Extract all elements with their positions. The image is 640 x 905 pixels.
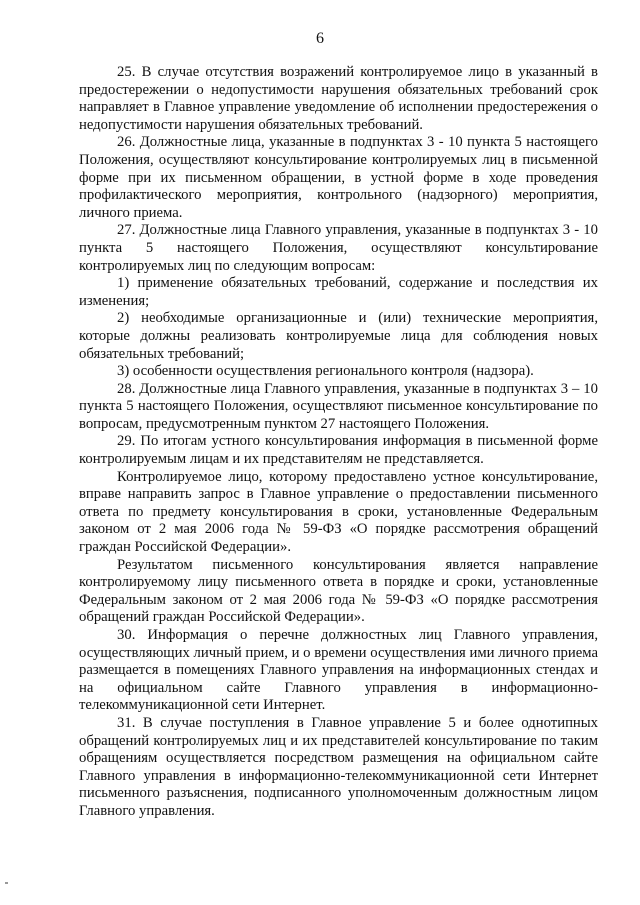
paragraph-29: 29. По итогам устного консультирования информация в письменной форме контролируемым лицам и их представителям не представляется. (79, 433, 598, 468)
paragraph-27-item-2: 2) необходимые организационные и (или) технические мероприятия, которые должны реализовать контролируемые лица для соблюдения новых обязательных требований; (79, 310, 598, 362)
paragraph-29-request: Контролируемое лицо, которому предоставлено устное консультирование, вправе направить запрос в Главное управление о предоставлении письменного ответа по предмету консультирования в сроки, установленные Федеральным законом от 2 мая 2006 года № 59-ФЗ «О порядке рассмотрения обращений граждан Российской Федерации». (79, 468, 598, 556)
paragraph-27-item-3: 3) особенности осуществления регионального контроля (надзора). (117, 363, 534, 380)
paragraph-31: 31. В случае поступления в Главное управление 5 и более однотипных обращений контролируемых лиц и их представителей консультирование по таким обращениям осуществляется посредством размещения на официальном сайте Главного управления в информационно-телекоммуникационной сети Интернет письменного разъяснения, подписанного уполномоченным должностным лицом Главного управления. (79, 714, 598, 819)
paragraph-30: 30. Информация о перечне должностных лиц Главного управления, осуществляющих личный прием, и о времени осуществления ими личного приема размещается в помещениях Главного управления на информационных стендах и на официальном сайте Главного управления в информационно-телекоммуникационной сети Интернет. (79, 627, 598, 714)
paragraph-25: 25. В случае отсутствия возражений контролируемое лицо в указанный в предостережении о недопустимости нарушения обязательных требований срок направляет в Главное управление уведомление об исполнении предостережения о недопустимости нарушения обязательных требований. (79, 64, 598, 133)
page-number: 6 (316, 30, 324, 47)
paragraph-27-item-1: 1) применение обязательных требований, содержание и последствия их изменения; (79, 275, 598, 309)
paragraph-27: 27. Должностные лица Главного управления, указанные в подпунктах 3 - 10 пункта 5 настоящего Положения, осуществляют консультирование контролируемых лиц по следующим вопросам: (79, 222, 598, 274)
scan-mark (5, 882, 8, 884)
paragraph-26: 26. Должностные лица, указанные в подпунктах 3 - 10 пункта 5 настоящего Положения, осуществляют консультирование контролируемых лиц в письменной форме при их письменном обращении, в устной форме в ходе проведения профилактического мероприятия, контрольного (надзорного) мероприятия, личного приема. (79, 134, 598, 221)
paragraph-29-result: Результатом письменного консультирования является направление контролируемому лицу письменного ответа в порядке и сроки, установленные Федеральным законом от 2 мая 2006 года № 59-ФЗ «О порядке рассмотрения обращений граждан Российской Федерации». (79, 556, 598, 626)
paragraph-28: 28. Должностные лица Главного управления, указанные в подпунктах 3 – 10 пункта 5 настоящего Положения, осуществляют письменное консультирование по вопросам, предусмотренным пунктом 27 настоящего Положения. (79, 380, 598, 432)
document-body (79, 64, 598, 821)
